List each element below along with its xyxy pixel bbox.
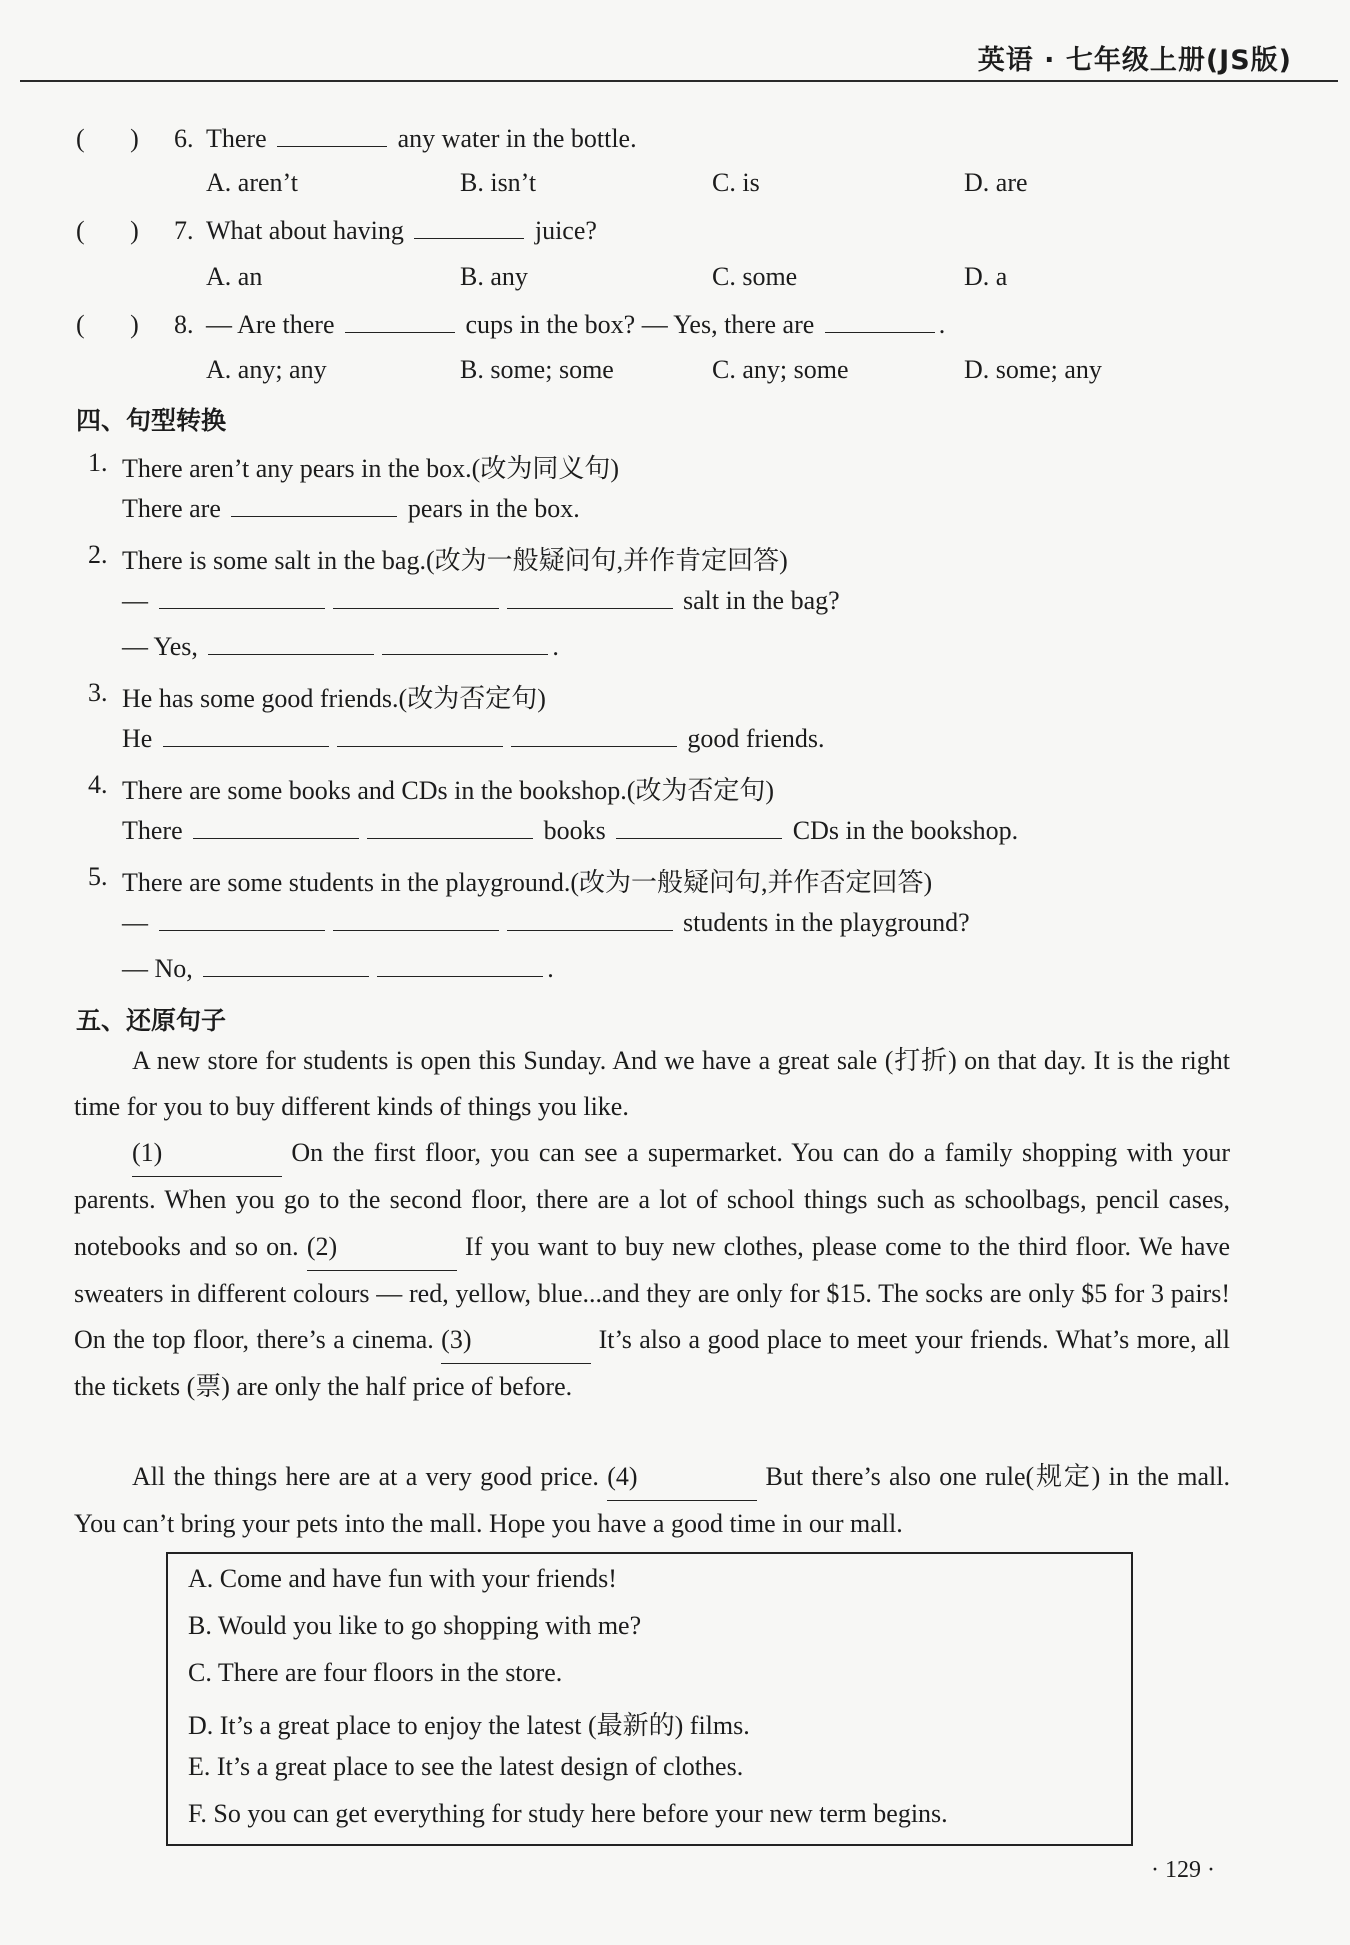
item-answer-line: He good friends. [122,724,825,753]
item-question: There is some salt in the bag.(改为一般疑问句,并作肯定回答) [122,546,788,575]
question-stem: What about having juice? [206,216,597,245]
item-answer-line: — Yes, . [122,632,559,661]
passage-paragraph-1: A new store for students is open this Sunday. And we have a great sale (打折) on that day. It is the right time for you to buy different kinds of things you like. [74,1046,1230,1122]
answer-blank[interactable] [382,634,548,655]
answer-blank-3[interactable]: (3) [441,1317,591,1364]
option-c: C. any; some [712,355,849,384]
option-c: C. some [712,262,798,291]
answer-blank[interactable] [377,956,543,977]
item-question: There are some students in the playground.(改为一般疑问句,并作否定回答) [122,868,933,897]
option-d: D. some; any [964,355,1102,384]
header-rule [20,80,1338,82]
passage-paragraph-3: All the things here are at a very good price. (4) But there’s also one rule(规定) in the mall. You can’t bring your pets into the mall. Hope you have a good time in our mall. [74,1454,1230,1548]
item-answer-line: There books CDs in the bookshop. [122,816,1019,845]
option-d: D. a [964,262,1008,291]
answer-blank[interactable] [277,126,387,147]
answer-bracket[interactable]: ( ) [76,216,139,245]
answer-blank[interactable] [414,218,524,239]
item-question: He has some good friends.(改为否定句) [122,684,546,713]
page-header-title: 英语 · 七年级上册(JS版) [977,45,1292,76]
option-b: B. any [460,262,528,291]
item-answer-line: — No, . [122,954,554,983]
answer-blank[interactable] [825,312,935,333]
answer-blank[interactable] [231,496,397,517]
answer-blank[interactable] [159,910,325,931]
option-b: B. Would you like to go shopping with me? [188,1611,642,1640]
page-number: · 129 · [1151,1857,1215,1883]
item-number: 1. [88,448,108,477]
answer-blank[interactable] [367,818,533,839]
question-number: 7. [174,216,194,245]
option-d: D. It’s a great place to enjoy the latest (最新的) films. [188,1711,750,1740]
answer-blank[interactable] [333,910,499,931]
option-a: A. an [206,262,263,291]
option-f: F. So you can get everything for study here before your new term begins. [188,1799,948,1828]
item-answer-line: — students in the playground? [122,908,970,937]
answer-blank[interactable] [616,818,782,839]
option-d: D. are [964,168,1028,197]
answer-blank-2[interactable]: (2) [307,1224,457,1271]
answer-blank[interactable] [333,588,499,609]
item-number: 2. [88,540,108,569]
option-a: A. any; any [206,355,327,384]
option-a: A. Come and have fun with your friends! [188,1564,617,1593]
option-e: E. It’s a great place to see the latest design of clothes. [188,1752,744,1781]
answer-blank[interactable] [208,634,374,655]
answer-bracket[interactable]: ( ) [76,124,139,153]
option-b: B. isn’t [460,168,537,197]
item-answer-line: — salt in the bag? [122,586,840,615]
question-stem: There any water in the bottle. [206,124,637,153]
answer-blank[interactable] [507,910,673,931]
section-4-title: 四、句型转换 [76,406,227,435]
item-answer-line: There are pears in the box. [122,494,580,523]
question-number: 8. [174,310,194,339]
options-box [166,1552,1133,1846]
answer-blank[interactable] [163,726,329,747]
option-a: A. aren’t [206,168,298,197]
question-stem: — Are there cups in the box? — Yes, there are . [206,310,946,339]
answer-blank[interactable] [345,312,455,333]
item-question: There are some books and CDs in the bookshop.(改为否定句) [122,776,775,805]
answer-blank[interactable] [337,726,503,747]
option-b: B. some; some [460,355,614,384]
option-c: C. is [712,168,760,197]
answer-blank-1[interactable]: (1) [132,1130,282,1177]
item-number: 5. [88,862,108,891]
answer-blank[interactable] [511,726,677,747]
answer-blank-4[interactable]: (4) [607,1454,757,1501]
option-c: C. There are four floors in the store. [188,1658,563,1687]
item-number: 3. [88,678,108,707]
section-5-title: 五、还原句子 [76,1006,227,1035]
question-number: 6. [174,124,194,153]
answer-blank[interactable] [507,588,673,609]
answer-blank[interactable] [193,818,359,839]
passage-paragraph-2: (1) On the first floor, you can see a supermarket. You can do a family shopping with your parents. When you go to the second floor, there are a lot of school things such as schoolbags, pencil cases, notebooks and so on. (2) If you want to buy new clothes, please come to the third floor. We have sweaters in different colours — red, yellow, blue...and they are only for $15. The socks are only $5 for 3 pairs! On the top floor, there’s a cinema. (3) It’s also a good place to meet your friends. What’s more, all the tickets (票) are only the half price of before. [74,1130,1230,1411]
answer-blank[interactable] [203,956,369,977]
answer-bracket[interactable]: ( ) [76,310,139,339]
answer-blank[interactable] [159,588,325,609]
item-number: 4. [88,770,108,799]
item-question: There aren’t any pears in the box.(改为同义句) [122,454,619,483]
